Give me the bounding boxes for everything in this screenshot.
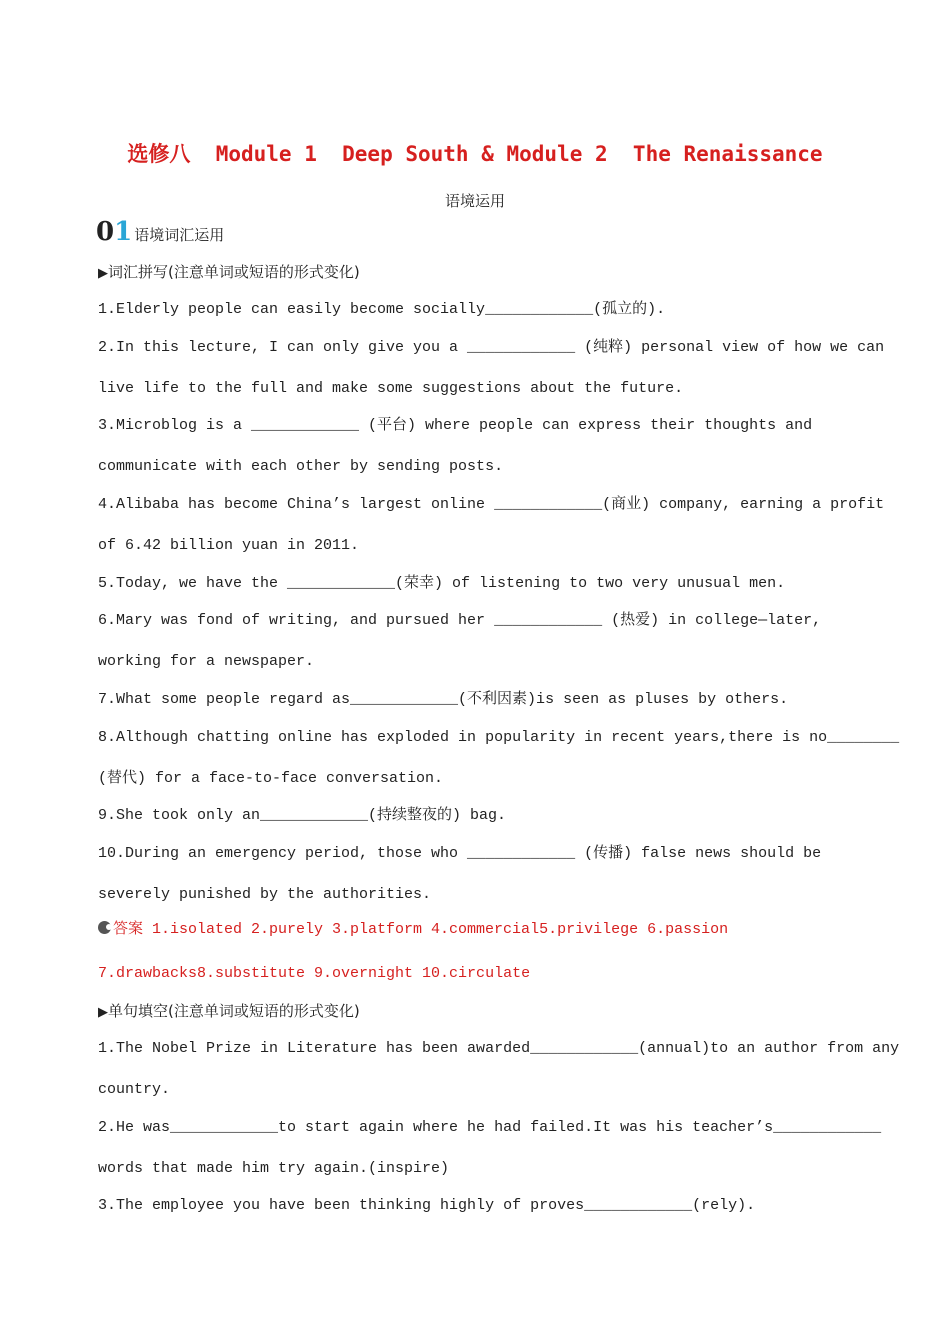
exercise-line: of 6.42 billion yuan in 2011.	[98, 537, 360, 554]
part2-heading: ▶单句填空(注意单词或短语的形式变化)	[98, 1002, 360, 1020]
exercise-line: 1.The Nobel Prize in Literature has been awarded____________(annual)to an author from any	[98, 1040, 900, 1057]
exercise-line: (替代) for a face-to-face conversation.	[98, 770, 444, 787]
exercise-line: 6.Mary was fond of writing, and pursued her ____________ (热爱) in college—later,	[98, 612, 822, 629]
exercise-line: country.	[98, 1081, 171, 1098]
exercise-line: 9.She took only an____________(持续整夜的) bag.	[98, 807, 507, 824]
exercise-line: 3.The employee you have been thinking highly of proves____________(rely).	[98, 1197, 756, 1214]
exercise-line: words that made him try again.(inspire)	[98, 1160, 450, 1177]
exercise-line: 2.In this lecture, I can only give you a ____________ (纯粹) personal view of how we can	[98, 339, 885, 356]
answer-icon	[98, 921, 111, 934]
part1-heading: ▶词汇拼写(注意单词或短语的形式变化)	[98, 263, 360, 281]
exercise-line: 4.Alibaba has become China’s largest online ____________(商业) company, earning a profit	[98, 496, 885, 513]
section-heading	[96, 218, 224, 246]
exercise-line: 7.What some people regard as____________(不利因素)is seen as pluses by others.	[98, 691, 789, 708]
exercise-line: communicate with each other by sending posts.	[98, 458, 504, 475]
triangle-bullet-icon: ▶	[98, 266, 108, 281]
section-number: 01	[96, 217, 133, 247]
exercise-line: 2.He was____________to start again where he had failed.It was his teacher’s____________	[98, 1119, 882, 1136]
exercise-line: live life to the full and make some suggestions about the future.	[98, 380, 684, 397]
page-title: 选修八 Module 1 Deep South & Module 2 The Renaissance	[127, 142, 823, 166]
section-label: 语境词汇运用	[134, 226, 225, 244]
exercise-line: 1.Elderly people can easily become socially____________(孤立的).	[98, 301, 666, 318]
answer-line: 答案 1.isolated 2.purely 3.platform 4.commercial5.privilege 6.passion	[98, 920, 728, 940]
exercise-line: severely punished by the authorities.	[98, 886, 432, 903]
page-subtitle: 语境运用	[444, 192, 505, 210]
exercise-line: 3.Microblog is a ____________ (平台) where people can express their thoughts and	[98, 417, 813, 434]
exercise-line: 5.Today, we have the ____________(荣幸) of listening to two very unusual men.	[98, 575, 786, 592]
exercise-line: 8.Although chatting online has exploded in popularity in recent years,there is no________	[98, 729, 900, 746]
triangle-bullet-icon: ▶	[98, 1005, 108, 1020]
exercise-line: 10.During an emergency period, those who ____________ (传播) false news should be	[98, 845, 822, 862]
answer-line: 7.drawbacks8.substitute 9.overnight 10.circulate	[98, 965, 531, 982]
exercise-line: working for a newspaper.	[98, 653, 315, 670]
